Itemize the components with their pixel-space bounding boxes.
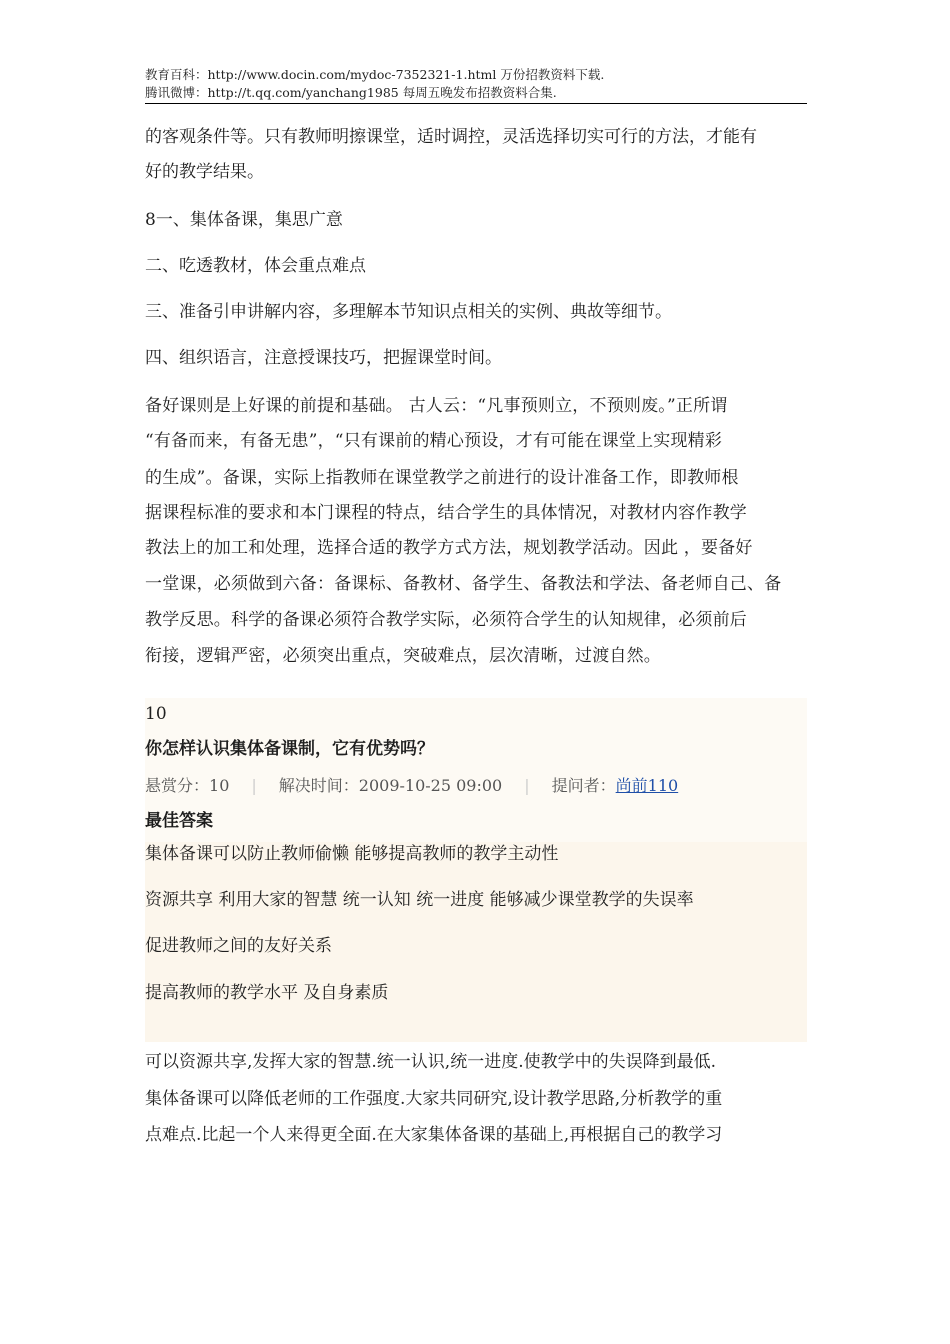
bounty-value: 10: [209, 776, 230, 795]
paragraph-line: 备好课则是上好课的前提和基础。 古人云：“凡事预则立，不预则废。”正所谓: [145, 396, 728, 416]
header-line-docin: 教育百科：http://www.docin.com/mydoc-7352321-1.html 万份招教资料下载.: [145, 67, 605, 82]
intro-line-2: 好的教学结果。: [145, 162, 264, 182]
paragraph-line: 一堂课，必须做到六备：备课标、备教材、备学生、备教法和学法、备老师自己、备: [145, 574, 782, 594]
step-2: 二、吃透教材，体会重点难点: [145, 256, 366, 276]
question-number: 10: [145, 704, 167, 724]
paragraph-line: “有备而来，有备无患”，“只有课前的精心预设，才有可能在课堂上实现精彩: [145, 431, 723, 451]
step-3: 三、准备引申讲解内容，多理解本节知识点相关的实例、典故等细节。: [145, 302, 672, 322]
paragraph-line: 据课程标准的要求和本门课程的特点，结合学生的具体情况，对教材内容作教学: [145, 503, 747, 523]
bounty-label: 悬赏分：: [145, 776, 210, 795]
step-4: 四、组织语言，注意授课技巧，把握课堂时间。: [145, 348, 502, 368]
closing-line: 可以资源共享,发挥大家的智慧.统一认识,统一进度.使教学中的失误降到最低.: [145, 1052, 717, 1072]
question-title: 你怎样认识集体备课制，它有优势吗？: [145, 739, 434, 759]
meta-separator: |: [251, 776, 257, 795]
asker-label: 提问者：: [551, 776, 616, 795]
answer-line: 促进教师之间的友好关系: [145, 936, 332, 956]
answer-line: 资源共享 利用大家的智慧 统一认知 统一进度 能够减少课堂教学的失误率: [145, 890, 694, 910]
answer-line: 提高教师的教学水平 及自身素质: [145, 983, 389, 1003]
paragraph-line: 的生成”。备课，实际上指教师在课堂教学之前进行的设计准备工作，即教师根: [145, 468, 739, 488]
asker-link[interactable]: 尚前110: [615, 776, 679, 795]
intro-line-1: 的客观条件等。只有教师明擦课堂，适时调控，灵活选择切实可行的方法，才能有: [145, 127, 757, 147]
paragraph-line: 衔接，逻辑严密，必须突出重点，突破难点，层次清晰，过渡自然。: [145, 646, 661, 666]
question-meta: [145, 769, 807, 802]
header-line-weibo: 腾讯微博：http://t.qq.com/yanchang1985 每周五晚发布招教资料合集.: [145, 85, 557, 100]
answer-line: 集体备课可以防止教师偷懒 能够提高教师的教学主动性: [145, 844, 559, 864]
best-answer-label: 最佳答案: [145, 811, 213, 831]
closing-line: 集体备课可以降低老师的工作强度.大家共同研究,设计教学思路,分析教学的重: [145, 1089, 723, 1109]
paragraph-line: 教学反思。科学的备课必须符合教学实际，必须符合学生的认知规律，必须前后: [145, 610, 747, 630]
closing-line: 点难点.比起一个人来得更全面.在大家集体备课的基础上,再根据自己的教学习: [145, 1125, 723, 1145]
paragraph-line: 教法上的加工和处理，选择合适的教学方式方法，规划教学活动。因此 ，要备好: [145, 538, 753, 558]
meta-separator: |: [524, 776, 530, 795]
page-header: [145, 66, 807, 104]
solved-label: 解决时间：: [278, 776, 359, 795]
solved-value: 2009-10-25 09:00: [358, 776, 503, 795]
step-1: 8一、集体备课，集思广意: [145, 210, 343, 230]
